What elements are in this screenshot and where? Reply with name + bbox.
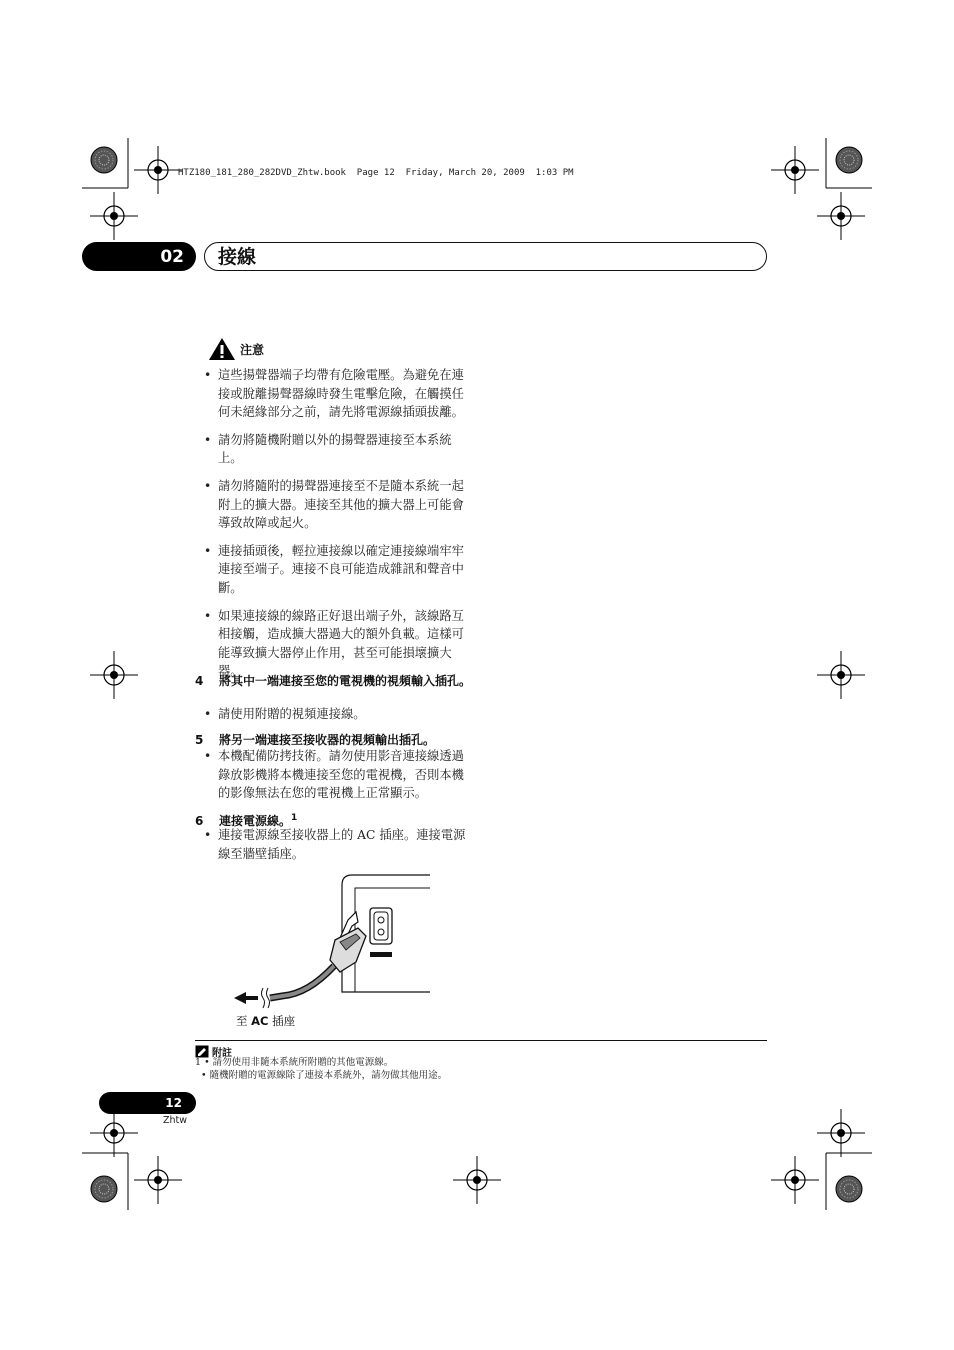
step-4 — [195, 673, 480, 690]
power-cord-diagram — [230, 870, 440, 1010]
list-item: • 這些揚聲器端子均帶有危險電壓。為避免在連接或脫離揚聲器線時發生電擊危險，在觸摸任何未絕緣部分之前，請先將電源線插頭拔離。 — [204, 366, 472, 422]
chapter-title-box — [204, 242, 767, 271]
step-text: 將另一端連接至接收器的視頻輸出插孔。 — [219, 733, 436, 747]
list-item: • 如果連接線的線路正好退出端子外，該線路互相接觸，造成擴大器過大的額外負載。這樣可能導致擴大器停止作用，甚至可能損壞擴大器。 — [204, 607, 472, 681]
caution-list — [204, 366, 472, 690]
step-6-notes — [204, 826, 472, 863]
chapter-title: 接線 — [218, 246, 257, 268]
list-item: • 連接電源線至接收器上的 AC 插座。連接電源線至牆壁插座。 — [204, 826, 472, 863]
list-item: • 請勿將隨附的揚聲器連接至不是隨本系統一起附上的擴大器。連接至其他的擴大器上可能會導致故障或起火。 — [204, 477, 472, 533]
list-item: • 請使用附贈的視頻連接線。 — [204, 705, 472, 724]
caution-label: 注意 — [240, 342, 265, 357]
caution-heading — [208, 337, 264, 361]
page-number: 12 — [99, 1092, 196, 1114]
chapter-number: 02 — [82, 242, 196, 271]
language-code: Zhtw — [163, 1115, 188, 1126]
footnote-rule — [195, 1040, 767, 1041]
step-4-notes — [204, 705, 472, 724]
footnote-line: 1 • 請勿使用非隨本系統所附贈的其他電源線。 — [195, 1057, 394, 1068]
diagram-caption — [236, 1013, 295, 1029]
footnote-ref: 1 — [291, 813, 298, 823]
warning-icon — [208, 337, 236, 361]
footnote-line: • 隨機附贈的電源線除了連接本系統外，請勿做其他用途。 — [195, 1070, 448, 1081]
step-number: 4 — [195, 674, 204, 688]
step-number: 5 — [195, 733, 204, 747]
caption-suffix: 插座 — [272, 1014, 296, 1028]
step-text: 將其中一端連接至您的電視機的視頻輸入插孔。 — [219, 674, 472, 688]
caption-ac: AC — [251, 1014, 269, 1028]
step-number: 6 — [195, 814, 204, 828]
list-item: • 本機配備防拷技術。請勿使用影音連接線透過錄放影機將本機連接至您的電視機，否則本機的影像無法在您的電視機上正常顯示。 — [204, 747, 472, 803]
step-5-notes — [204, 747, 472, 803]
step-text: 連接電源線。 — [219, 814, 292, 828]
file-header: HTZ180_181_280_282DVD_Zhtw.book Page 12 Friday, March 20, 2009 1:03 PM — [178, 168, 574, 178]
caption-prefix: 至 — [236, 1014, 248, 1028]
list-item: • 連接插頭後，輕拉連接線以確定連接線端牢牢連接至端子。連接不良可能造成雜訊和聲音中斷。 — [204, 542, 472, 598]
footnote-heading-label: 附註 — [212, 1048, 232, 1059]
list-item: • 請勿將隨機附贈以外的揚聲器連接至本系統上。 — [204, 431, 472, 468]
